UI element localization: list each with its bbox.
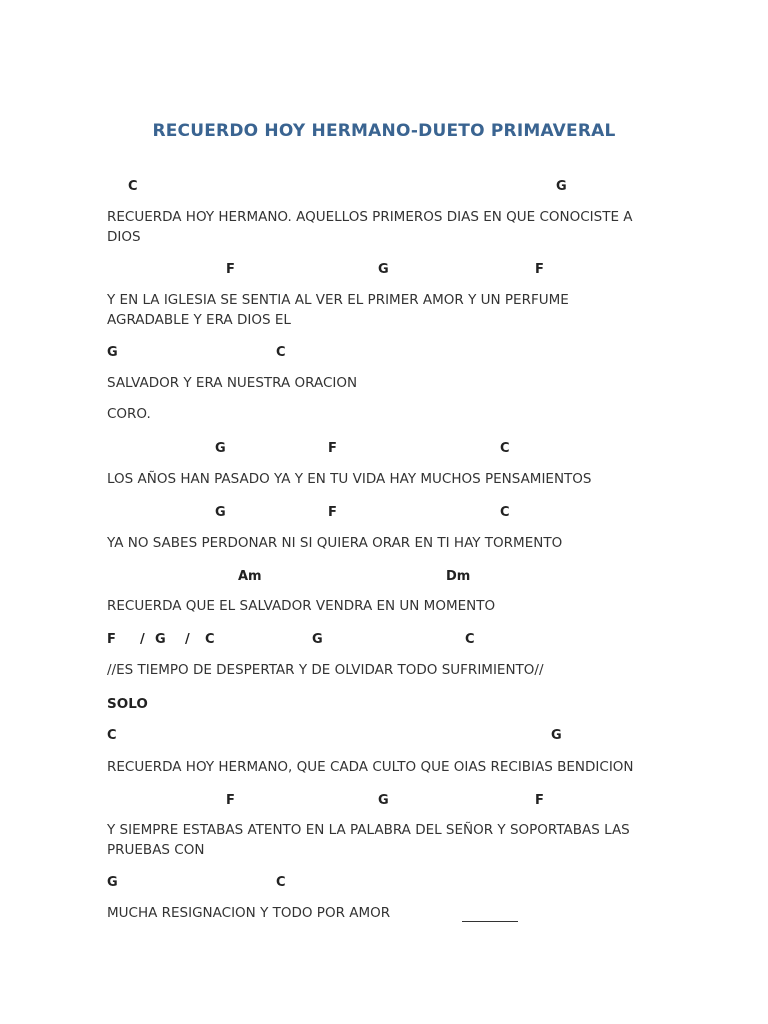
- chord: G: [312, 632, 323, 647]
- chord: C: [276, 345, 286, 360]
- chord: G: [378, 793, 389, 808]
- chord-line: [0, 632, 768, 650]
- chord: F: [535, 793, 544, 808]
- chord: G: [556, 179, 567, 194]
- lyric-line: RECUERDA QUE EL SALVADOR VENDRA EN UN MOMENTO: [107, 598, 496, 614]
- chord: G: [378, 262, 389, 277]
- chord-line: [0, 345, 768, 363]
- chord: G: [155, 632, 166, 647]
- chord: G: [107, 875, 118, 890]
- chord: Dm: [446, 569, 471, 584]
- song-title: RECUERDO HOY HERMANO-DUETO PRIMAVERAL: [152, 121, 616, 141]
- chord: G: [215, 505, 226, 520]
- chord: C: [128, 179, 138, 194]
- chord: C: [500, 441, 510, 456]
- chord: C: [500, 505, 510, 520]
- chord: C: [107, 728, 117, 743]
- lyric-line: SALVADOR Y ERA NUESTRA ORACION: [107, 375, 358, 391]
- chord-line: [0, 569, 768, 587]
- lyric-line: LOS AÑOS HAN PASADO YA Y EN TU VIDA HAY MUCHOS PENSAMIENTOS: [107, 471, 592, 487]
- chord: C: [205, 632, 215, 647]
- chord: C: [276, 875, 286, 890]
- chord-separator: /: [185, 632, 190, 647]
- chord: C: [465, 632, 475, 647]
- chord: F: [226, 262, 235, 277]
- chord: F: [328, 441, 337, 456]
- lyric-line: Y SIEMPRE ESTABAS ATENTO EN LA PALABRA DEL SEÑOR Y SOPORTABAS LAS PRUEBAS CON: [107, 822, 630, 858]
- chord-line: [0, 728, 768, 746]
- lyric-line: MUCHA RESIGNACION Y TODO POR AMOR: [107, 905, 391, 921]
- chord-line: [0, 793, 768, 811]
- chord: F: [226, 793, 235, 808]
- lyric-line: RECUERDA HOY HERMANO. AQUELLOS PRIMEROS DIAS EN QUE CONOCISTE A DIOS: [107, 209, 633, 245]
- chord-line: [0, 875, 768, 893]
- chord-line: [0, 505, 768, 523]
- chorus-label: CORO.: [107, 406, 151, 422]
- chord: G: [215, 441, 226, 456]
- chord: F: [107, 632, 116, 647]
- chord: Am: [238, 569, 262, 584]
- chord: F: [535, 262, 544, 277]
- chord-line: [0, 179, 768, 197]
- lyric-line: //ES TIEMPO DE DESPERTAR Y DE OLVIDAR TODO SUFRIMIENTO//: [107, 662, 544, 678]
- lyric-line: RECUERDA HOY HERMANO, QUE CADA CULTO QUE OIAS RECIBIAS BENDICION: [107, 759, 634, 775]
- lyric-line: YA NO SABES PERDONAR NI SI QUIERA ORAR EN TI HAY TORMENTO: [107, 535, 563, 551]
- chord-separator: /: [140, 632, 145, 647]
- chord: G: [551, 728, 562, 743]
- chord: F: [328, 505, 337, 520]
- lyric-line: Y EN LA IGLESIA SE SENTIA AL VER EL PRIMER AMOR Y UN PERFUME AGRADABLE Y ERA DIOS EL: [107, 292, 569, 328]
- signature-blank-line: [462, 921, 518, 922]
- solo-label: SOLO: [107, 696, 148, 712]
- chord-line: [0, 441, 768, 459]
- chord: G: [107, 345, 118, 360]
- chord-line: [0, 262, 768, 280]
